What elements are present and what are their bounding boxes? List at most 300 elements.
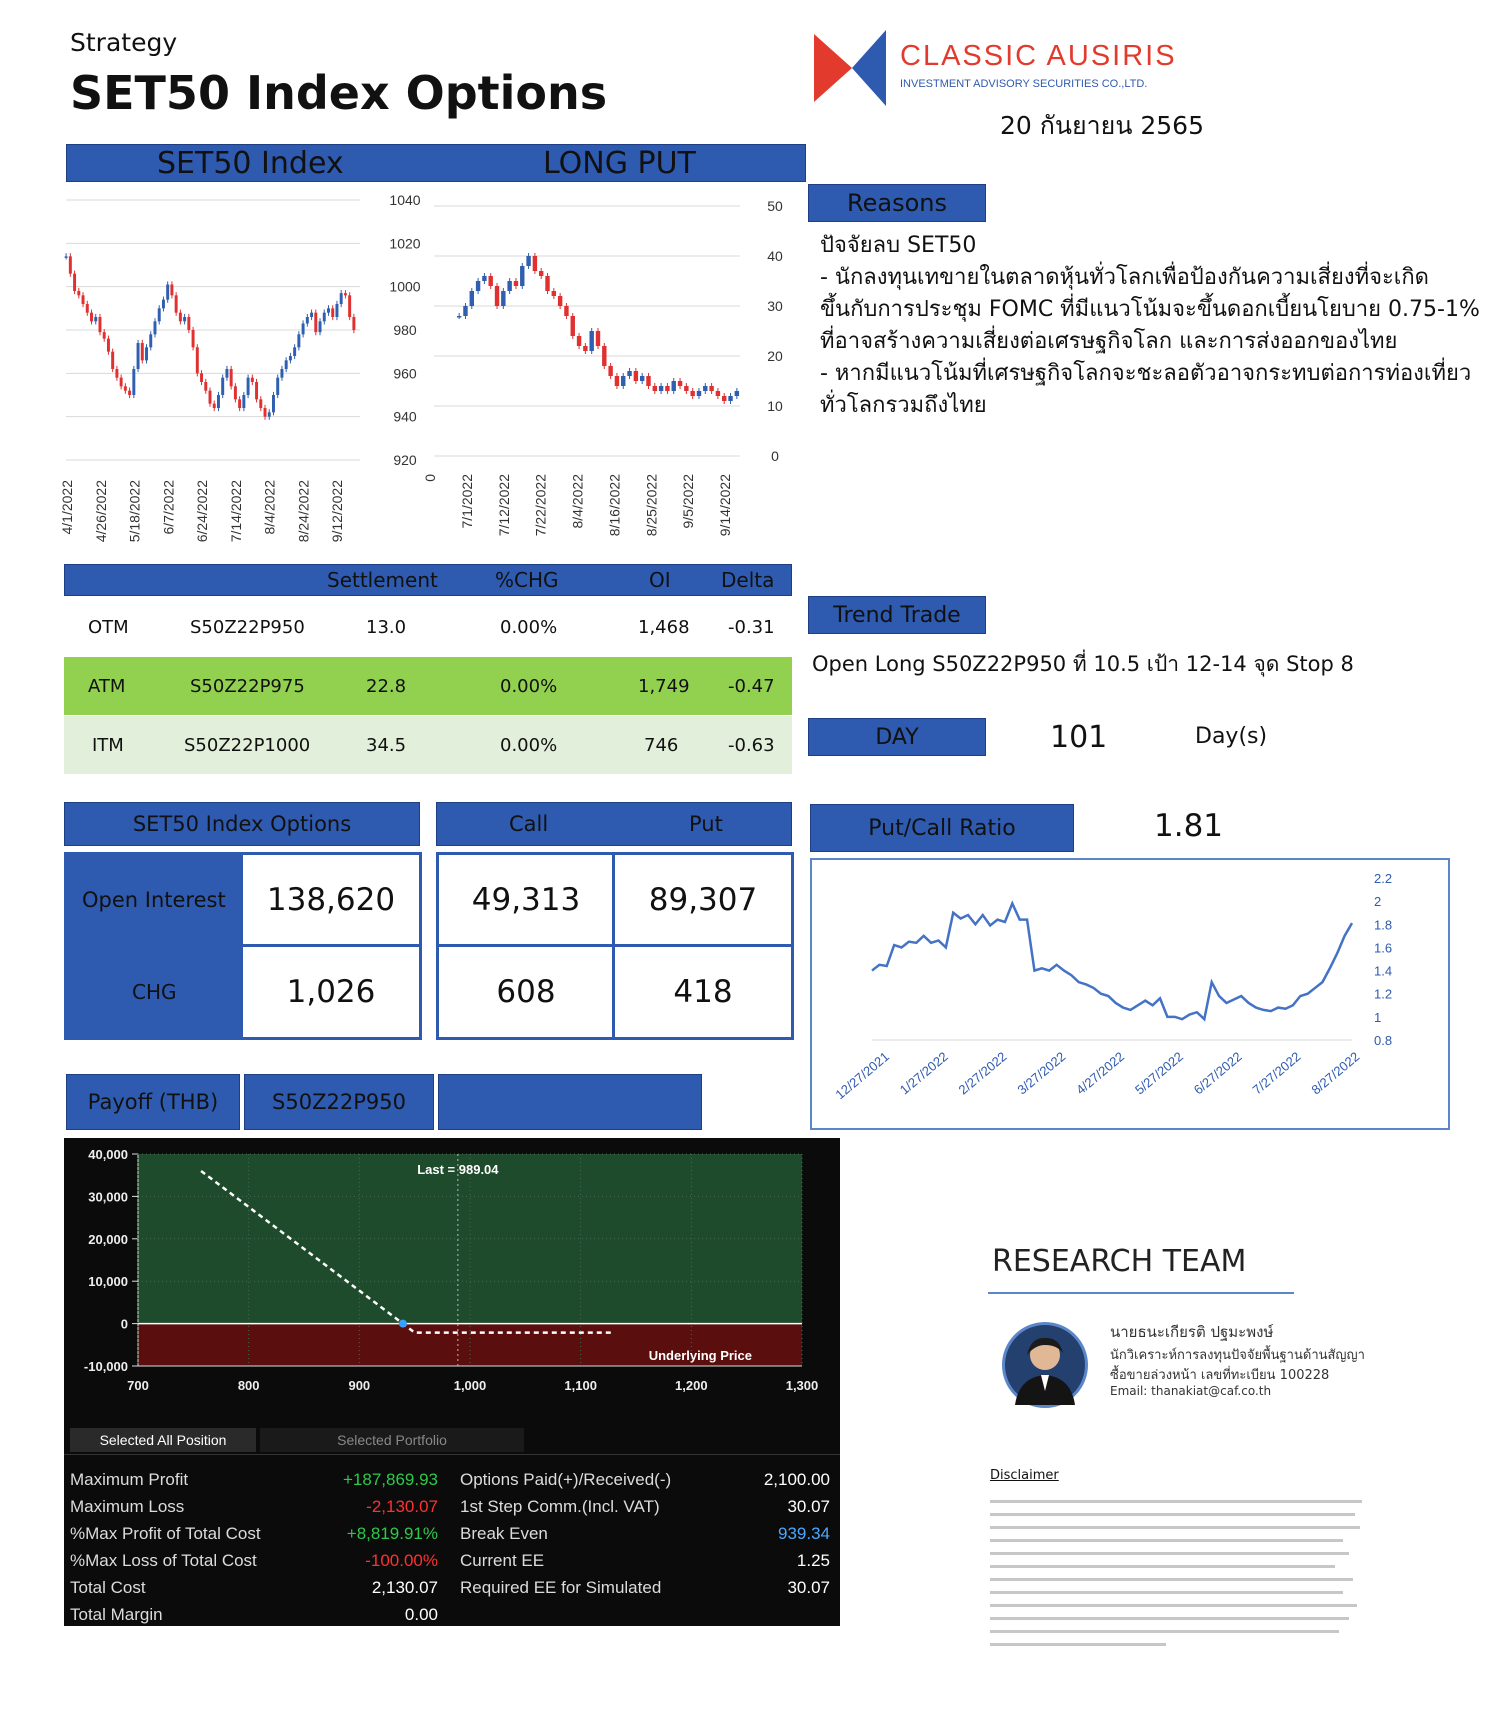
disclaimer-fine-print-line xyxy=(990,1500,1362,1503)
candle-body xyxy=(319,321,322,332)
candle-body xyxy=(640,376,644,381)
y-tick-label: 30 xyxy=(767,298,783,314)
x-tick-label: 9/5/2022 xyxy=(680,474,697,529)
stat-label: %Max Loss of Total Cost xyxy=(70,1551,257,1570)
candle-body xyxy=(520,266,524,286)
x-tick-label: 900 xyxy=(348,1378,371,1393)
analyst-avatar xyxy=(1002,1322,1088,1408)
stat-value: -2,130.07 xyxy=(366,1497,438,1516)
y-tick-label: 1000 xyxy=(389,278,421,295)
x-tick-label: 1,100 xyxy=(564,1378,597,1393)
candle-body xyxy=(539,271,543,276)
stat-label: Maximum Profit xyxy=(70,1470,189,1489)
candle-body xyxy=(230,369,233,386)
oi-call-cell xyxy=(436,852,616,948)
page-title: SET50 Index Options xyxy=(70,66,608,120)
candle-body xyxy=(716,391,720,396)
y-tick-label: 940 xyxy=(393,408,417,425)
y-tick-label: 20,000 xyxy=(88,1231,128,1247)
x-tick-label: 5/18/2022 xyxy=(126,480,143,543)
oi-total-cell xyxy=(240,852,422,948)
row-series: S50Z22P950 xyxy=(190,616,305,638)
analyst-name: นายธนะเกียรติ ปฐมะพงษ์ xyxy=(1110,1323,1274,1341)
stat-label: %Max Profit of Total Cost xyxy=(70,1524,261,1543)
row-delta: -0.31 xyxy=(728,616,775,638)
long-put-candlestick-chart xyxy=(422,190,810,560)
stat-label: Total Cost xyxy=(70,1578,146,1597)
candle-body xyxy=(684,386,688,391)
candle-body xyxy=(141,343,144,360)
payoff-chart xyxy=(64,1138,840,1428)
disclaimer-fine-print-line xyxy=(990,1591,1343,1594)
oi-label: Open Interest xyxy=(82,888,226,912)
x-tick-label: 8/4/2022 xyxy=(261,480,278,535)
row-delta: -0.47 xyxy=(728,675,775,697)
candle-body xyxy=(646,376,650,386)
row-series: S50Z22P1000 xyxy=(184,734,311,756)
last-price-label: Last = 989.04 xyxy=(417,1162,499,1177)
oi-total-value: 138,620 xyxy=(266,882,396,918)
call-label: Call xyxy=(509,812,549,836)
candle-body xyxy=(145,347,148,360)
row-oi: 1,749 xyxy=(638,675,690,697)
candle-body xyxy=(552,291,556,296)
chg-call-cell xyxy=(436,944,616,1040)
payoff-series: S50Z22P950 xyxy=(272,1090,406,1114)
candle-body xyxy=(289,356,292,360)
candle-body xyxy=(310,313,313,317)
candle-body xyxy=(175,295,178,312)
stat-value: 1.25 xyxy=(796,1551,830,1570)
candle-body xyxy=(577,336,581,346)
oi-put-value: 89,307 xyxy=(648,882,758,918)
company-logo xyxy=(814,30,1194,110)
candle-body xyxy=(217,395,220,408)
candle-body xyxy=(90,313,93,322)
stat-value: 30.07 xyxy=(787,1578,830,1597)
put-label: Put xyxy=(689,812,723,836)
x-tick-label: 12/27/2021 xyxy=(832,1048,892,1103)
disclaimer-fine-print-line xyxy=(990,1552,1349,1555)
candle-body xyxy=(697,391,701,396)
candle-body xyxy=(200,373,203,382)
candle-body xyxy=(94,317,97,321)
y-tick-label: 20 xyxy=(767,348,783,364)
row-moneyness: ATM xyxy=(88,675,126,697)
candle-body xyxy=(596,331,600,346)
x-tick-label: 6/7/2022 xyxy=(160,480,177,535)
candle-body xyxy=(470,291,474,306)
candle-body xyxy=(495,286,499,306)
x-tick-label: 4/1/2022 xyxy=(59,480,75,535)
y-tick-label: 0.8 xyxy=(1374,1033,1393,1048)
day-unit: Day(s) xyxy=(1195,724,1268,749)
payoff-label: Payoff (THB) xyxy=(87,1090,219,1114)
tab-selected-all[interactable]: Selected All Position xyxy=(70,1428,256,1452)
reasons-header xyxy=(808,184,986,222)
candle-body xyxy=(280,369,283,378)
y-tick-label: 1020 xyxy=(389,235,421,252)
candle-body xyxy=(558,296,562,306)
charts-header-left: SET50 Index xyxy=(157,145,344,181)
candle-body xyxy=(476,281,480,291)
x-tick-label: 700 xyxy=(127,1378,149,1393)
oi-put-cell xyxy=(612,852,794,948)
header-oi: OI xyxy=(649,568,671,592)
chg-total-value: 1,026 xyxy=(286,974,376,1010)
candle-body xyxy=(166,285,169,300)
candle-body xyxy=(111,352,114,369)
person-icon xyxy=(1005,1325,1085,1405)
reasons-title: Reasons xyxy=(847,189,947,217)
candle-body xyxy=(501,291,505,306)
chg-total-cell xyxy=(240,944,422,1040)
candle-body xyxy=(348,295,351,317)
options-table-header xyxy=(64,564,792,596)
y-tick-label: 920 xyxy=(393,452,417,468)
candle-body xyxy=(340,293,343,304)
candle-body xyxy=(507,281,511,291)
candle-body xyxy=(526,256,530,266)
candle-body xyxy=(735,391,739,396)
pcr-chart-frame xyxy=(810,858,1450,1130)
candle-body xyxy=(571,316,575,336)
candle-body xyxy=(615,376,619,386)
stat-value: 939.34 xyxy=(778,1524,830,1543)
candle-body xyxy=(659,386,663,391)
candle-body xyxy=(128,391,131,395)
stat-label: 1st Step Comm.(Incl. VAT) xyxy=(460,1497,660,1516)
candle-body xyxy=(545,276,549,291)
y-tick-label: 10,000 xyxy=(88,1274,128,1290)
row-moneyness: OTM xyxy=(88,616,129,638)
candle-body xyxy=(272,395,275,412)
reason-line: - นักลงทุนเทขายในตลาดหุ้นทั่วโลกเพื่อป้องกันความเสี่ยงที่จะเกิด xyxy=(820,265,1429,290)
x-tick-label: 8/4/2022 xyxy=(569,474,586,529)
candle-body xyxy=(293,347,296,356)
payoff-series-box xyxy=(244,1074,434,1130)
x-tick-label: 7/12/2022 xyxy=(495,474,512,537)
oi-panel-title-bar xyxy=(64,802,420,846)
candle-body xyxy=(709,386,713,391)
day-header xyxy=(808,718,986,756)
logo-name: CLASSIC AUSIRIS xyxy=(900,40,1177,72)
row-settle: 13.0 xyxy=(366,616,407,638)
analyst-role: นักวิเคราะห์การลงทุนปัจจัยพื้นฐานด้านสัญญา xyxy=(1110,1348,1365,1363)
trend-trade-header xyxy=(808,596,986,634)
row-series: S50Z22P975 xyxy=(190,675,305,697)
payoff-panel xyxy=(64,1138,840,1626)
table-row-atm xyxy=(64,657,792,715)
x-axis-title: Underlying Price xyxy=(648,1348,752,1363)
candle-body xyxy=(589,331,593,351)
candle-body xyxy=(323,313,326,322)
x-tick-label: 8/16/2022 xyxy=(606,474,623,537)
x-tick-label: 8/25/2022 xyxy=(643,474,660,537)
candle-body xyxy=(149,334,152,347)
header-chg: %CHG xyxy=(495,568,559,592)
candle-body xyxy=(306,317,309,324)
candle-body xyxy=(268,412,271,416)
reason-line: ทั่วโลกรวมถึงไทย xyxy=(820,393,987,418)
stat-label: Required EE for Simulated xyxy=(460,1578,662,1597)
x-tick-label: 1,300 xyxy=(785,1378,819,1393)
trend-trade-title: Trend Trade xyxy=(833,602,961,628)
stat-label: Break Even xyxy=(460,1524,548,1543)
candle-body xyxy=(653,386,657,391)
logo-subtitle: INVESTMENT ADVISORY SECURITIES CO.,LTD. xyxy=(900,78,1148,90)
y-tick-label: 40 xyxy=(767,248,783,264)
candle-body xyxy=(234,386,237,399)
candle-body xyxy=(107,339,110,352)
x-tick-label: 1,200 xyxy=(675,1378,708,1393)
candle-body xyxy=(672,381,676,391)
y-tick-label: 1.6 xyxy=(1374,940,1393,956)
x-tick-label: 1/27/2022 xyxy=(896,1048,951,1098)
reason-line: ขึ้นกับการประชุม FOMC ที่มีแนวโน้มจะขึ้นดอกเบี้ยนโยบาย 0.75-1% xyxy=(820,297,1480,322)
tab-underline xyxy=(64,1454,840,1455)
candle-body xyxy=(344,293,347,295)
pcr-header xyxy=(810,804,1074,852)
candle-body xyxy=(703,386,707,391)
stat-value: 30.07 xyxy=(787,1497,830,1516)
candle-body xyxy=(204,382,207,391)
x-tick-label: 7/27/2022 xyxy=(1249,1048,1304,1098)
y-tick-label: 10 xyxy=(767,398,783,414)
y-tick-label: 1.4 xyxy=(1374,963,1393,979)
disclaimer-fine-print-line xyxy=(990,1643,1166,1646)
candle-body xyxy=(627,371,631,376)
candle-body xyxy=(564,306,568,316)
disclaimer-fine-print-line xyxy=(990,1617,1349,1620)
candle-body xyxy=(276,378,279,395)
y-tick-label: 40,000 xyxy=(88,1147,128,1162)
candle-body xyxy=(242,395,245,408)
x-tick-label: 6/27/2022 xyxy=(1190,1048,1245,1098)
candle-body xyxy=(221,378,224,395)
day-label: DAY xyxy=(875,724,919,750)
stat-value: +187,869.93 xyxy=(342,1470,438,1489)
reasons-body xyxy=(820,230,1500,422)
y-tick-label: 1.2 xyxy=(1374,986,1393,1002)
payoff-blank-box xyxy=(438,1074,702,1130)
report-date: 20 กันยายน 2565 xyxy=(1000,111,1204,140)
candle-body xyxy=(120,378,123,387)
candle-body xyxy=(331,308,334,317)
candle-body xyxy=(297,334,300,347)
row-moneyness: ITM xyxy=(92,734,124,756)
y-tick-label: 1040 xyxy=(389,192,421,208)
y-tick-label: 980 xyxy=(393,322,417,338)
candle-body xyxy=(259,399,262,408)
candle-body xyxy=(179,313,182,322)
y-tick-label: 1 xyxy=(1374,1009,1382,1025)
candle-body xyxy=(327,308,330,312)
candle-body xyxy=(314,313,317,333)
candle-body xyxy=(162,300,165,309)
candle-body xyxy=(457,316,461,318)
x-tick-label: 4/27/2022 xyxy=(1073,1048,1128,1098)
disclaimer-title: Disclaimer xyxy=(990,1468,1059,1483)
candle-body xyxy=(264,408,267,417)
candle-body xyxy=(247,378,250,395)
charts-header-right: LONG PUT xyxy=(543,145,696,181)
reason-line: ปัจจัยลบ SET50 xyxy=(820,233,977,258)
row-chg: 0.00% xyxy=(500,675,558,697)
chg-put-value: 418 xyxy=(673,974,733,1010)
disclaimer-fine-print-line xyxy=(990,1604,1357,1607)
x-tick-label: 9/12/2022 xyxy=(329,480,345,543)
disclaimer-fine-print-line xyxy=(990,1526,1360,1529)
candle-body xyxy=(722,396,726,401)
oi-call-value: 49,313 xyxy=(471,882,581,918)
y-tick-label: 2 xyxy=(1374,894,1382,910)
stat-value: 2,100.00 xyxy=(763,1470,830,1489)
row-oi: 746 xyxy=(644,734,679,756)
day-value: 101 xyxy=(1050,720,1108,755)
candle-body xyxy=(352,317,355,330)
analyst-email[interactable]: Email: thanakiat@caf.co.th xyxy=(1110,1384,1272,1398)
research-team-title: RESEARCH TEAM xyxy=(992,1244,1247,1279)
x-tick-label: 8/24/2022 xyxy=(295,480,312,543)
candle-body xyxy=(602,346,606,366)
candle-body xyxy=(489,276,493,286)
oi-panel-title: SET50 Index Options xyxy=(132,812,352,836)
charts-header-bar xyxy=(66,144,806,182)
stat-label: Total Margin xyxy=(70,1605,163,1624)
break-even-marker xyxy=(399,1320,407,1328)
y-tick-label: 1.8 xyxy=(1374,917,1393,933)
row-chg: 0.00% xyxy=(500,734,558,756)
candle-body xyxy=(86,304,89,313)
y-tick-label: 0 xyxy=(771,448,779,464)
candle-body xyxy=(77,291,80,295)
pcr-line-chart xyxy=(812,860,1448,1128)
candle-body xyxy=(69,256,72,273)
stat-value: +8,819.91% xyxy=(346,1524,438,1543)
candle-body xyxy=(115,369,118,378)
candle-body xyxy=(209,391,212,404)
candle-body xyxy=(335,304,338,317)
candle-body xyxy=(621,376,625,386)
candle-body xyxy=(213,404,216,408)
trend-trade-text: Open Long S50Z22P950 ที่ 10.5 เป้า 12-14 จุด Stop 8 xyxy=(812,652,1354,676)
candle-body xyxy=(463,306,467,316)
x-tick-label: 3/27/2022 xyxy=(1014,1048,1069,1098)
candle-body xyxy=(103,332,106,339)
candle-body xyxy=(255,382,258,399)
x-tick-label: 7/14/2022 xyxy=(227,480,244,543)
candle-body xyxy=(482,276,486,281)
tab-selected-portfolio[interactable]: Selected Portfolio xyxy=(260,1428,524,1452)
candle-body xyxy=(302,324,305,335)
category-label: Strategy xyxy=(70,28,178,57)
pcr-value: 1.81 xyxy=(1154,808,1224,844)
chg-call-value: 608 xyxy=(496,974,556,1010)
candle-body xyxy=(728,396,732,401)
candle-body xyxy=(187,317,190,330)
disclaimer-fine-print-line xyxy=(990,1578,1353,1581)
reason-line: ที่อาจสร้างความเสี่ยงต่อเศรษฐกิจโลก และการส่งออกของไทย xyxy=(820,329,1398,354)
candle-body xyxy=(225,369,228,378)
x-tick-label: 0 xyxy=(422,474,438,482)
candle-body xyxy=(533,256,537,271)
header-settlement: Settlement xyxy=(327,568,438,592)
x-tick-label: 9/14/2022 xyxy=(717,474,733,537)
x-tick-label: 6/24/2022 xyxy=(194,480,210,543)
reason-line: - หากมีแนวโน้มที่เศรษฐกิจโลกจะชะลอตัวอาจกระทบต่อการท่องเที่ยว xyxy=(820,361,1472,386)
candle-body xyxy=(251,378,254,382)
y-tick-label: 50 xyxy=(767,198,783,214)
disclaimer-fine-print-line xyxy=(990,1539,1343,1542)
x-tick-label: 1,000 xyxy=(453,1378,487,1393)
set50-candlestick-chart xyxy=(60,190,430,560)
row-settle: 22.8 xyxy=(366,675,407,697)
candle-body xyxy=(170,285,173,296)
table-row-itm xyxy=(64,716,792,774)
stat-value: 2,130.07 xyxy=(371,1578,438,1597)
x-tick-label: 800 xyxy=(237,1378,260,1393)
candle-body xyxy=(196,347,199,373)
candle-body xyxy=(98,317,101,332)
disclaimer-fine-print-line xyxy=(990,1565,1335,1568)
x-tick-label: 4/26/2022 xyxy=(92,480,109,543)
candle-body xyxy=(285,360,288,369)
candle-body xyxy=(514,281,518,286)
row-chg: 0.00% xyxy=(500,616,558,638)
pcr-series-line xyxy=(872,903,1352,1019)
candle-body xyxy=(678,381,682,386)
x-tick-label: 5/27/2022 xyxy=(1131,1048,1186,1098)
stat-label: Maximum Loss xyxy=(70,1497,185,1516)
chg-put-cell xyxy=(612,944,794,1040)
candle-body xyxy=(154,321,157,334)
chg-label: CHG xyxy=(132,980,177,1004)
candle-body xyxy=(73,274,76,291)
stat-value: -100.00% xyxy=(365,1551,438,1570)
row-settle: 34.5 xyxy=(366,734,407,756)
candle-body xyxy=(608,366,612,376)
candle-body xyxy=(192,330,195,347)
x-tick-label: 7/22/2022 xyxy=(532,474,549,537)
candle-body xyxy=(634,371,638,381)
row-delta: -0.63 xyxy=(728,734,775,756)
y-tick-label: 30,000 xyxy=(88,1189,128,1205)
y-tick-label: 2.2 xyxy=(1374,871,1393,886)
candle-body xyxy=(238,399,241,408)
stat-label: Options Paid(+)/Received(-) xyxy=(460,1470,672,1489)
analyst-license: ซื้อขายล่วงหน้า เลขที่ทะเบียน 100228 xyxy=(1110,1368,1330,1383)
candle-body xyxy=(65,256,68,258)
x-tick-label: 7/1/2022 xyxy=(458,474,475,529)
candle-body xyxy=(124,386,127,390)
candle-body xyxy=(132,369,135,395)
candle-body xyxy=(665,386,669,391)
candle-body xyxy=(690,391,694,396)
pcr-label: Put/Call Ratio xyxy=(868,815,1016,841)
table-row-otm xyxy=(64,598,792,656)
x-tick-label: 8/27/2022 xyxy=(1308,1048,1363,1098)
candle-body xyxy=(137,343,140,369)
candle-body xyxy=(583,346,587,351)
call-put-title-bar xyxy=(436,802,792,846)
logo-mark-icon xyxy=(814,30,890,106)
y-tick-label: -10,000 xyxy=(83,1359,128,1374)
research-title-underline xyxy=(988,1292,1294,1294)
candle-body xyxy=(82,295,85,304)
oi-label-column xyxy=(64,852,242,1040)
candle-body xyxy=(183,317,186,321)
